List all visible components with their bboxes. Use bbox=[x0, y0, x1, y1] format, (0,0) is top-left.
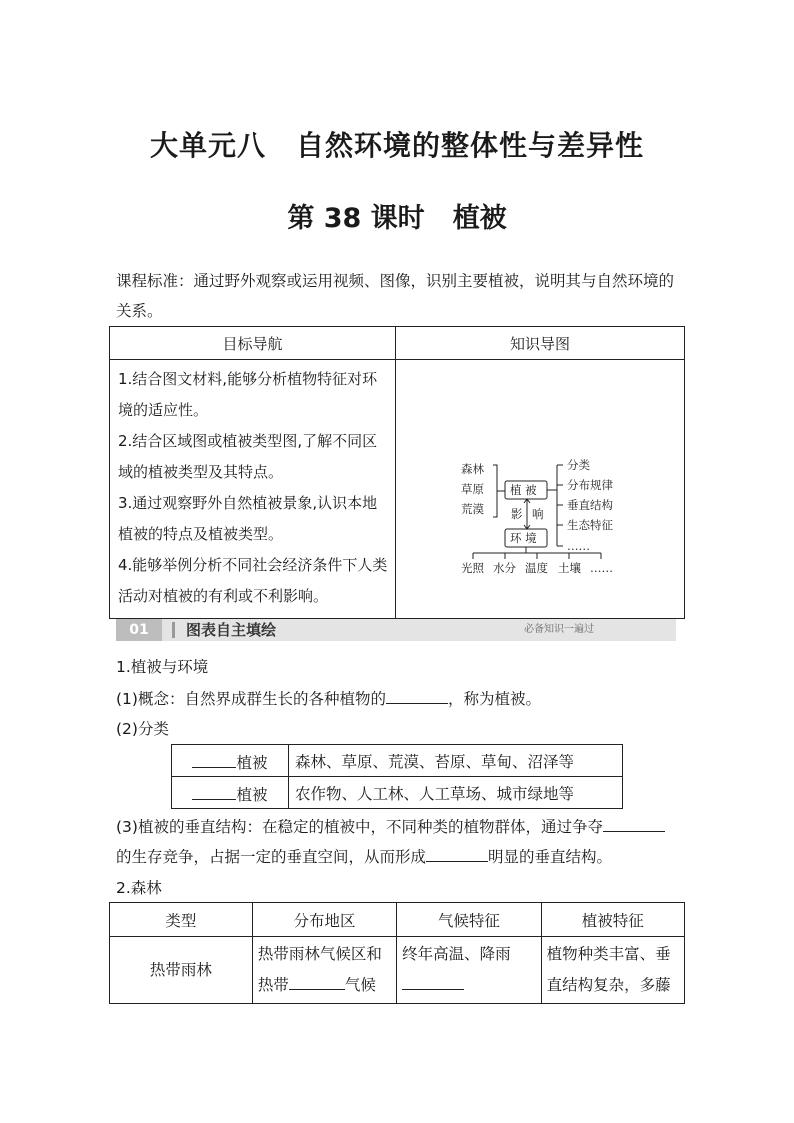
forest-table bbox=[109, 902, 685, 1004]
mindmap-bottom-item: 温度 bbox=[525, 561, 549, 575]
classify-examples: 农作物、人工林、人工草场、城市绿地等 bbox=[289, 777, 623, 809]
fill-blank[interactable] bbox=[289, 971, 345, 990]
overview-table bbox=[109, 326, 685, 619]
mindmap-left-item: 草原 bbox=[461, 482, 485, 496]
fill-blank[interactable] bbox=[192, 781, 236, 800]
section-tag: 必备知识一遍过 bbox=[524, 624, 594, 635]
section-divider bbox=[172, 622, 175, 638]
vertical-structure-line2: 的生存竞争，占据一定的垂直空间，从而形成 明显的垂直结构。 bbox=[116, 842, 612, 872]
mindmap-right-item: 分布规律 bbox=[567, 478, 614, 492]
mindmap-bottom-item: …… bbox=[590, 561, 614, 575]
mindmap-arrow-label: 影 bbox=[511, 507, 523, 521]
fill-blank[interactable] bbox=[192, 749, 236, 768]
goal-item: 3.通过观察野外自然植被景象,认识本地植被的特点及植被类型。 bbox=[118, 494, 378, 543]
classify-examples: 森林、草原、荒漠、苔原、草甸、沼泽等 bbox=[289, 745, 623, 777]
mindmap-left-item: 森林 bbox=[461, 462, 485, 476]
mindmap-vegetation: 植 被 bbox=[510, 483, 537, 497]
fill-blank[interactable] bbox=[426, 843, 488, 862]
forest-type: 热带雨林 bbox=[110, 937, 253, 1004]
forest-climate: 终年高温、降雨 bbox=[397, 937, 541, 1004]
goal-item: 1.结合图文材料,能够分析植物特征对环境的适应性。 bbox=[118, 370, 378, 419]
goals-cell bbox=[110, 360, 396, 619]
mindmap-right-item: 垂直结构 bbox=[567, 498, 614, 512]
mindmap-cell bbox=[396, 360, 685, 619]
section-title: 图表自主填绘 bbox=[186, 621, 277, 639]
knowledge-mindmap bbox=[397, 361, 681, 611]
mindmap-bottom-item: 土壤 bbox=[558, 561, 582, 575]
mindmap-left-item: 荒漠 bbox=[461, 502, 485, 516]
mindmap-bottom-item: 光照 bbox=[461, 561, 485, 575]
goals-header: 目标导航 bbox=[110, 327, 396, 360]
table-row bbox=[110, 937, 685, 1004]
mindmap-arrow-label: 响 bbox=[532, 507, 544, 521]
fill-blank[interactable] bbox=[402, 971, 464, 990]
fill-blank[interactable] bbox=[386, 685, 448, 704]
classify-heading: (2)分类 bbox=[116, 720, 169, 738]
course-standard: 课程标准：通过野外观察或运用视频、图像，识别主要植被，说明其与自然环境的关系。 bbox=[116, 272, 675, 320]
unit-title: 大单元八 自然环境的整体性与差异性 bbox=[149, 129, 645, 162]
vertical-structure-line1: (3)植被的垂直结构：在稳定的植被中，不同种类的植物群体，通过争夺 bbox=[116, 812, 665, 842]
mindmap-right-item: …… bbox=[567, 539, 591, 553]
heading-vegetation-environment: 1.植被与环境 bbox=[116, 658, 209, 676]
mindmap-environment: 环 境 bbox=[510, 531, 537, 545]
classify-table bbox=[171, 744, 623, 809]
fill-blank[interactable] bbox=[603, 813, 665, 832]
table-row: 植被 森林、草原、荒漠、苔原、草甸、沼泽等 bbox=[172, 745, 623, 777]
mindmap-bottom-item: 水分 bbox=[493, 561, 517, 575]
heading-forest: 2.森林 bbox=[116, 879, 162, 897]
section-number: 01 bbox=[116, 619, 162, 641]
concept-line: (1)概念：自然界成群生长的各种植物的 ，称为植被。 bbox=[116, 684, 541, 714]
goal-item: 4.能够举例分析不同社会经济条件下人类活动对植被的有利或不利影响。 bbox=[118, 556, 388, 605]
lesson-title: 第 38 课时 植被 bbox=[287, 203, 507, 234]
forest-region: 热带雨林气候区和 热带 气候 bbox=[252, 937, 396, 1004]
table-row: 植被 农作物、人工林、人工草场、城市绿地等 bbox=[172, 777, 623, 809]
goal-item: 2.结合区域图或植被类型图,了解不同区域的植被类型及其特点。 bbox=[118, 432, 378, 481]
mindmap-right-item: 分类 bbox=[567, 458, 591, 472]
section-banner bbox=[116, 619, 676, 641]
mindmap-header: 知识导图 bbox=[396, 327, 685, 360]
forest-vegetation: 植物种类丰富、垂 直结构复杂，多藤 bbox=[541, 937, 684, 1004]
table-header-row: 类型 分布地区 气候特征 植被特征 bbox=[110, 903, 685, 937]
mindmap-right-item: 生态特征 bbox=[567, 518, 614, 532]
